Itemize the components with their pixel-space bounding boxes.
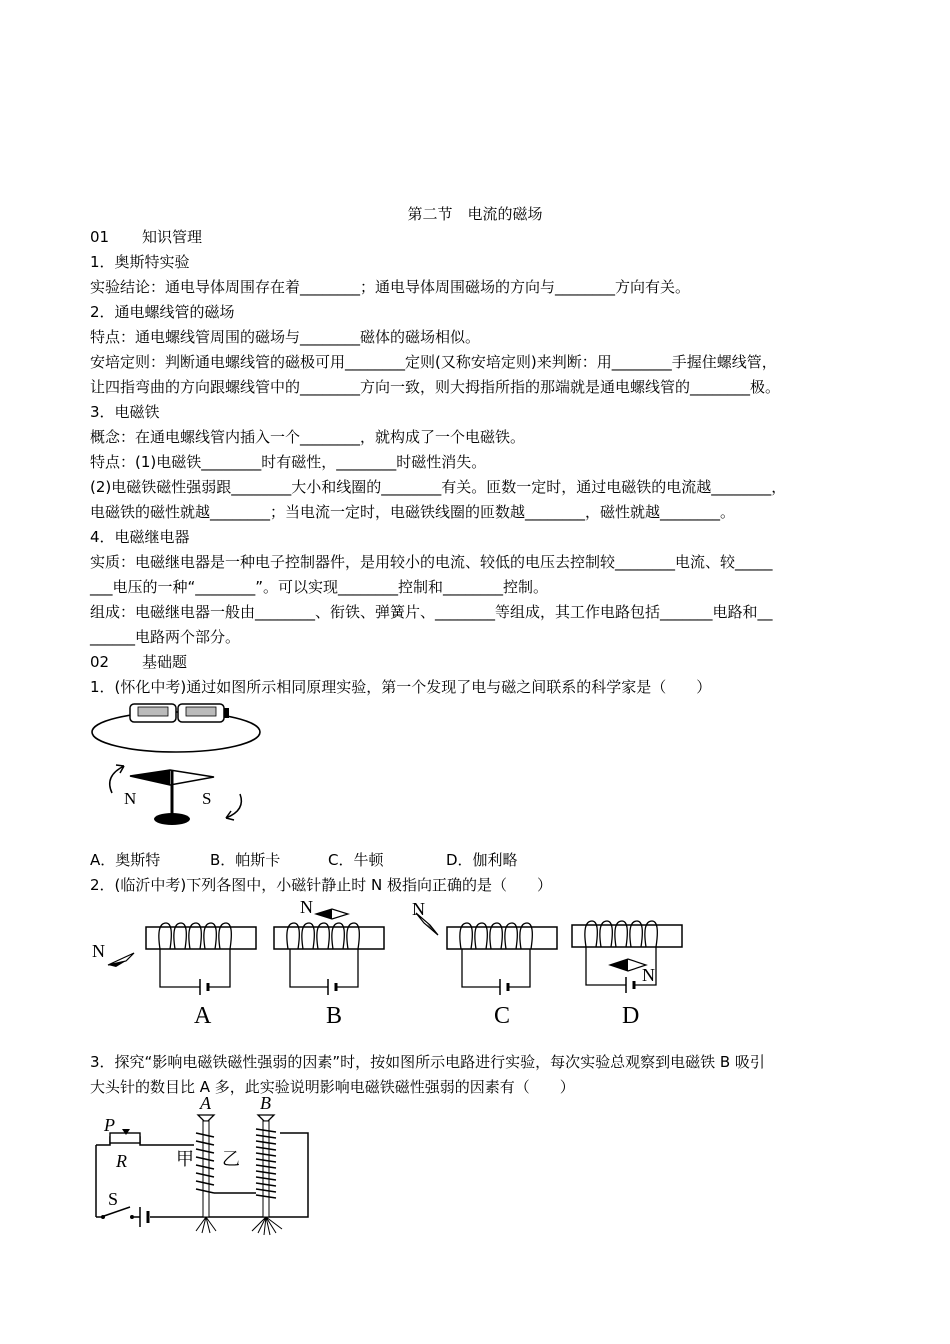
option-c[interactable]: C．牛顿	[328, 851, 384, 869]
needle-n-label: N	[92, 941, 105, 961]
option-b[interactable]: B．帕斯卡	[210, 851, 281, 869]
label-jia: 甲	[176, 1149, 194, 1170]
label-yi: 乙	[222, 1149, 240, 1170]
solenoid-a	[92, 923, 256, 1029]
needle-n-label: N	[642, 965, 655, 985]
electromagnet-circuit-figure	[90, 1093, 320, 1241]
needle-n-label: N	[300, 897, 313, 917]
section-label: 知识管理	[142, 228, 203, 246]
option-d[interactable]: D．伽利略	[446, 851, 518, 869]
knowledge-text-3a: 概念：在通电螺线管内插入一个________，就构成了一个电磁铁。	[90, 428, 526, 446]
knowledge-text-4d: ______电路两个部分。	[90, 628, 241, 646]
oersted-experiment-figure	[90, 698, 290, 836]
section-heading-knowledge	[90, 227, 870, 247]
knowledge-text-2c: 让四指弯曲的方向跟螺线管中的________方向一致，则大拇指所指的那端就是通电螺线管的________极。	[90, 378, 781, 396]
knowledge-text-4c: 组成：电磁继电器一般由________、衔铁、弹簧片、________等组成，其工作电路包括_______电路和__	[90, 603, 773, 621]
south-label: S	[202, 789, 212, 808]
north-label: N	[124, 789, 137, 808]
pins-b	[252, 1217, 282, 1235]
question-3-line-1: 3．探究“影响电磁铁磁性强弱的因素”时，按如图所示电路进行实验，每次实验总观察到电磁铁 B 吸引	[90, 1053, 765, 1071]
knowledge-heading-1: 1．奥斯特实验	[90, 253, 190, 271]
solenoid-d	[572, 921, 682, 1029]
section-heading-basics	[90, 652, 870, 672]
solenoid-b	[274, 897, 384, 1029]
needle-n-label: N	[412, 899, 425, 919]
battery-cells	[130, 704, 229, 722]
section-number: 02	[90, 653, 110, 671]
solenoid-options-figure	[90, 895, 690, 1030]
knowledge-text-2a: 特点：通电螺线管周围的磁场与________磁体的磁场相似。	[90, 328, 481, 346]
label-s: S	[108, 1189, 119, 1209]
question-1-options	[90, 850, 870, 870]
section-label: 基础题	[142, 653, 188, 671]
knowledge-text-2b: 安培定则：判断通电螺线管的磁极可用________定则(又称安培定则)来判断：用________手握住螺线管，	[90, 353, 777, 371]
label-a: A	[200, 1093, 211, 1113]
stand-base	[154, 813, 190, 825]
option-a[interactable]: A．奥斯特	[90, 851, 161, 869]
knowledge-text-4a: 实质：电磁继电器是一种电子控制器件，是用较小的电流、较低的电压去控制较________电流、较_____	[90, 553, 773, 571]
page-title: 第二节 电流的磁场	[407, 205, 543, 223]
label-b: B	[260, 1093, 271, 1113]
option-label-c: C	[494, 1003, 511, 1029]
knowledge-text-4b: ___电压的一种“________”。可以实现________控制和________控制。	[90, 578, 549, 596]
label-p: P	[104, 1115, 115, 1135]
solenoid-c	[412, 899, 557, 1029]
label-r: R	[116, 1151, 127, 1171]
option-label-b: B	[326, 1003, 343, 1029]
nail-a	[198, 1115, 214, 1121]
knowledge-heading-4: 4．电磁继电器	[90, 528, 190, 546]
knowledge-text-1a: 实验结论：通电导体周围存在着________；通电导体周围磁场的方向与________方向有关。	[90, 278, 691, 296]
question-1: 1．(怀化中考)通过如图所示相同原理实验，第一个发现了电与磁之间联系的科学家是（ ）	[90, 678, 712, 696]
option-label-a: A	[194, 1003, 212, 1029]
knowledge-text-3d: 电磁铁的磁性就越________；当电流一定时，电磁铁线圈的匝数越________，磁性就越________。	[90, 503, 736, 521]
knowledge-heading-2: 2．通电螺线管的磁场	[90, 303, 235, 321]
knowledge-text-3b: 特点：(1)电磁铁________时有磁性，________时磁性消失。	[90, 453, 487, 471]
section-number: 01	[90, 228, 110, 246]
nail-b	[258, 1115, 274, 1121]
pins-a	[196, 1217, 216, 1233]
question-3-line-2: 大头针的数目比 A 多，此实验说明影响电磁铁磁性强弱的因素有（ ）	[90, 1078, 575, 1096]
question-2: 2．(临沂中考)下列各图中，小磁针静止时 N 极指向正确的是（ ）	[90, 876, 553, 894]
option-label-d: D	[622, 1003, 640, 1029]
knowledge-text-3c: (2)电磁铁磁性强弱跟________大小和线圈的________有关。匝数一定时，通过电磁铁的电流越________，	[90, 478, 787, 496]
knowledge-heading-3: 3．电磁铁	[90, 403, 160, 421]
